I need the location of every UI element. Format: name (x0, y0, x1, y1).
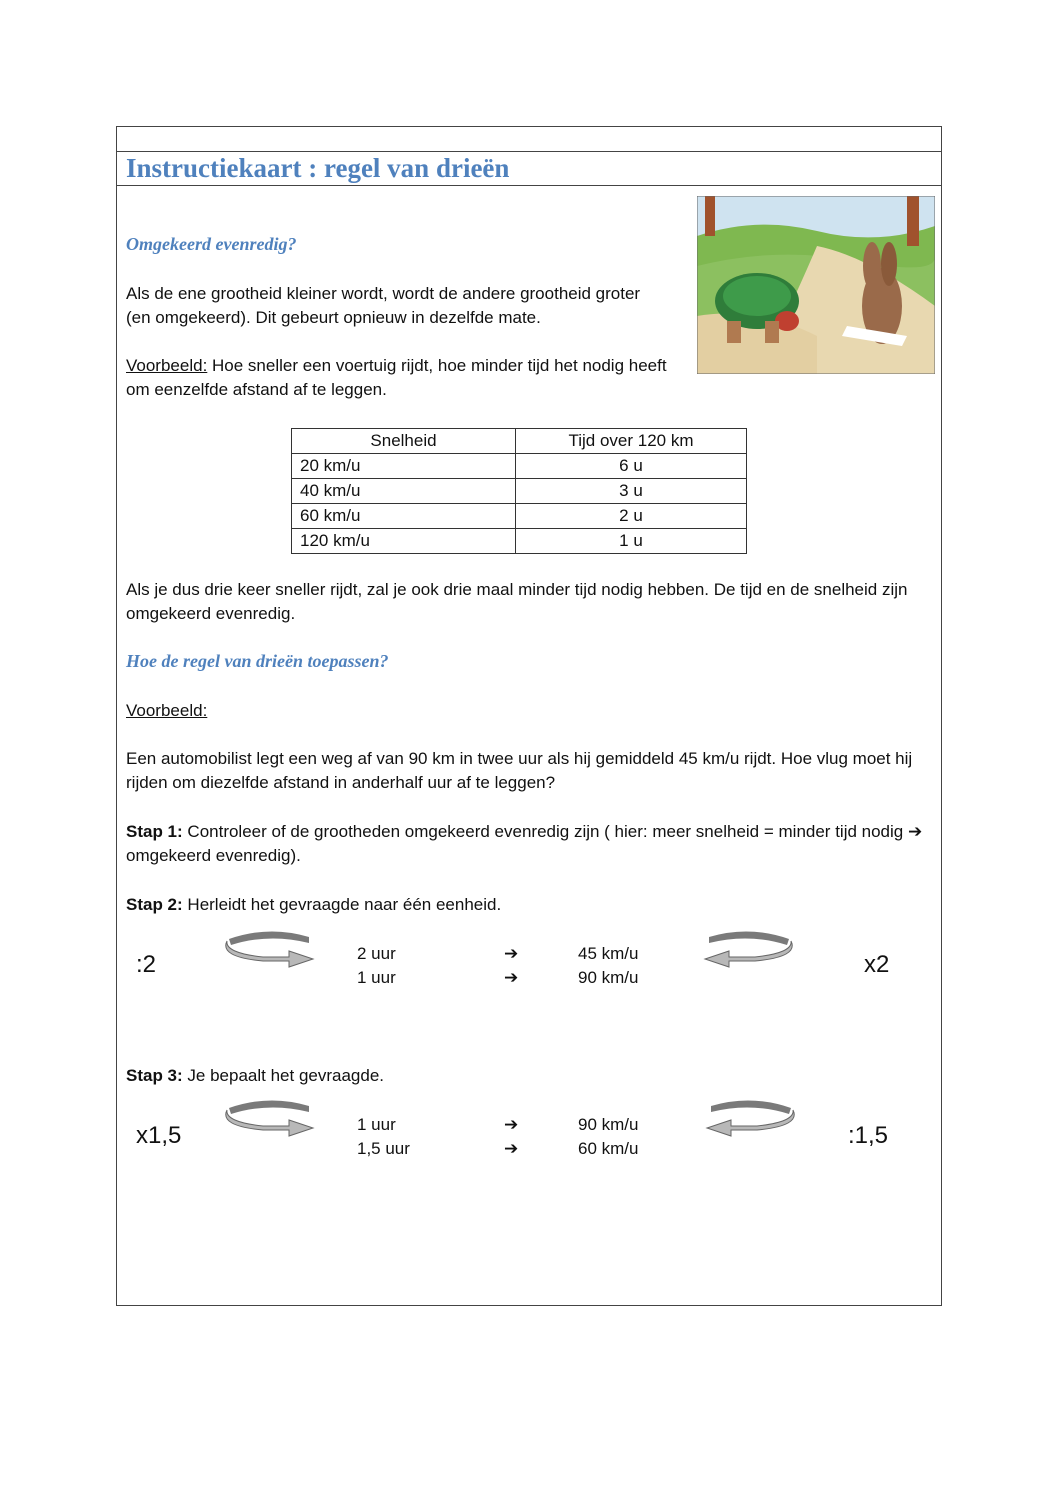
step2-label: Stap 2: (126, 895, 183, 914)
step2-time-1: 2 uur (357, 944, 396, 963)
curved-arrow-right-icon (223, 1096, 315, 1138)
table-header-row (292, 429, 747, 454)
step3-time-2: 1,5 uur (357, 1139, 410, 1158)
step3-arrow-icon: ➔ (504, 1139, 519, 1158)
header-bottom-rule (117, 185, 941, 186)
example-text: Hoe sneller een voertuig rijdt, hoe minder tijd het nodig heeft om eenzelfde afstand af te leggen. (126, 356, 667, 399)
example-paragraph (126, 354, 676, 402)
table-cell-speed: 60 km/u (292, 504, 516, 529)
header-top-rule (117, 151, 941, 152)
step2-text: Herleidt het gevraagde naar één eenheid. (182, 895, 502, 914)
step3-left-operator: x1,5 (136, 1122, 182, 1149)
step2-right-operator: x2 (864, 951, 890, 978)
step3-paragraph (126, 1064, 384, 1088)
page-title: Instructiekaart : regel van drieën (126, 153, 510, 183)
step2-speed-1: 45 km/u (578, 944, 639, 963)
step2-paragraph (126, 893, 501, 917)
table-cell-time: 6 u (516, 454, 747, 479)
conclusion-paragraph: Als je dus drie keer sneller rijdt, zal je ook drie maal minder tijd nodig hebben. De tijd en de snelheid zijn omgekeerd evenredig. (126, 580, 908, 623)
curved-arrow-left-icon (705, 1096, 797, 1138)
table-row (292, 479, 747, 504)
table-header-speed: Snelheid (292, 429, 516, 454)
step1-paragraph (126, 820, 932, 868)
problem-paragraph: Een automobilist legt een weg af van 90 km in twee uur als hij gemiddeld 45 km/u rijdt. Hoe vlug moet hij rijden om diezelfde afstand in anderhalf uur af te leggen? (126, 749, 913, 792)
step1-text-end: omgekeerd evenredig). (126, 846, 301, 865)
step2-speed-2: 90 km/u (578, 968, 639, 987)
table-row (292, 504, 747, 529)
step2-arrow-icon: ➔ (504, 968, 519, 987)
table-header-time: Tijd over 120 km (516, 429, 747, 454)
step3-speed-2: 60 km/u (578, 1139, 639, 1158)
step2-arrow-icon: ➔ (504, 944, 519, 963)
table-row (292, 454, 747, 479)
table-cell-time: 1 u (516, 529, 747, 554)
step1-label: Stap 1: (126, 822, 183, 841)
example-label-2: Voorbeeld: (126, 701, 208, 720)
step3-time-1: 1 uur (357, 1115, 396, 1134)
instruction-card (116, 126, 942, 1306)
step2-left-operator: :2 (136, 951, 157, 978)
definition-paragraph: Als de ene grootheid kleiner wordt, wordt de andere grootheid groter (en omgekeerd). Dit gebeurt opnieuw in dezelfde mate. (126, 284, 641, 327)
table-cell-speed: 120 km/u (292, 529, 516, 554)
speed-time-table (291, 428, 747, 554)
step3-arrow-icon: ➔ (504, 1115, 519, 1134)
section-heading-inverse: Omgekeerd evenredig? (126, 234, 297, 254)
step1-arrow-icon: ➔ (907, 822, 923, 841)
table-cell-speed: 20 km/u (292, 454, 516, 479)
step2-time-2: 1 uur (357, 968, 396, 987)
table-row (292, 529, 747, 554)
section-heading-apply: Hoe de regel van drieën toepassen? (126, 651, 389, 671)
step3-right-operator: :1,5 (848, 1122, 889, 1149)
step3-speed-1: 90 km/u (578, 1115, 639, 1134)
curved-arrow-right-icon (223, 927, 315, 969)
tortoise-and-hare-illustration (697, 196, 935, 374)
step3-label: Stap 3: (126, 1066, 183, 1085)
example-label: Voorbeeld: (126, 356, 208, 375)
step1-text: Controleer of de grootheden omgekeerd evenredig zijn ( hier: meer snelheid = minder tijd nodig (182, 822, 908, 841)
table-cell-speed: 40 km/u (292, 479, 516, 504)
curved-arrow-left-icon (703, 927, 795, 969)
step3-text: Je bepaalt het gevraagde. (182, 1066, 385, 1085)
table-cell-time: 2 u (516, 504, 747, 529)
table-cell-time: 3 u (516, 479, 747, 504)
